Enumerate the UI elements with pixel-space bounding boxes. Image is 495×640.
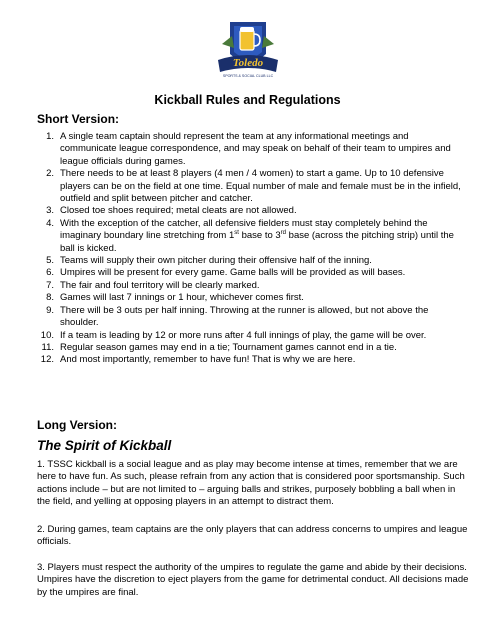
- list-item-text: Closed toe shoes required; metal cleats are not allowed.: [60, 205, 297, 217]
- paragraph: 2. During games, team captains are the only players that can address concerns to umpires and league officials.: [37, 524, 468, 548]
- list-item-number: 3.: [46, 205, 54, 217]
- short-rules-list: [37, 131, 467, 367]
- list-item-text: And most importantly, remember to have fun! That is why we are here.: [60, 354, 356, 366]
- document-title: Kickball Rules and Regulations: [154, 93, 341, 107]
- list-item-number: 6.: [46, 267, 54, 279]
- list-item: [37, 218, 467, 255]
- list-item: [37, 131, 467, 168]
- list-item-text: A single team captain should represent the team at any informational meetings and communicate league correspondence, and may speak on behalf of their team to umpires and league officials during games.: [60, 131, 451, 167]
- short-version-heading: Short Version:: [37, 112, 120, 126]
- list-item-text-c: base (across the pitching strip) until the ball is kicked.: [60, 230, 454, 254]
- list-item: [37, 280, 467, 292]
- list-item-text-b: base to 3: [238, 230, 281, 242]
- paragraph: 1. TSSC kickball is a social league and as play may become intense at times, remember that we are here to have fun. As such, please refrain from any action that is considered poor sportsmanship. Such actions include – but are not limited to – arguing balls and strikes, purposely bobbling a ball when in the field, and yelling at opposing players in an attempt to distract them.: [37, 459, 465, 508]
- list-item-text: Teams will supply their own pitcher during their offensive half of the inning.: [60, 255, 372, 267]
- list-item: [37, 255, 467, 267]
- list-item-number: 8.: [46, 292, 54, 304]
- list-item: [37, 305, 467, 330]
- paragraph: 3. Players must respect the authority of the umpires to regulate the game and abide by their decisions. Umpires have the discretion to eject players from the game for detrimental conduct. All decisions made by the umpires are final.: [37, 562, 469, 598]
- superscript-st: st: [234, 230, 239, 237]
- list-item-text: There needs to be at least 8 players (4 men / 4 women) to start a game. Up to 10 defensive players can be on the field at one time. Equal number of male and female must be in the infield, outfield and split between pitcher and catcher.: [60, 168, 461, 205]
- list-item-number: 1.: [46, 131, 54, 142]
- list-item: [37, 354, 467, 366]
- list-item-text: Regular season games may end in a tie; Tournament games cannot end in a tie.: [60, 341, 397, 353]
- logo-wordmark: Toledo: [232, 57, 264, 69]
- list-item-number: 7.: [46, 279, 54, 291]
- list-item: [37, 342, 467, 354]
- list-item: [37, 205, 467, 217]
- list-item-text: The fair and foul territory will be clearly marked.: [60, 279, 260, 291]
- list-item-text-a: With the exception of the catcher, all defensive fielders must stay completely behind the imaginary boundary line stretching from 1: [60, 217, 428, 242]
- list-item-number: 11.: [41, 341, 54, 353]
- list-item-number: 10.: [40, 329, 54, 341]
- logo-tagline: SPORTS & SOCIAL CLUB LLC: [222, 74, 274, 78]
- list-item-number: 9.: [46, 304, 54, 316]
- long-version-heading: Long Version:: [37, 418, 118, 432]
- spirit-of-kickball-heading: The Spirit of Kickball: [37, 438, 172, 453]
- list-item-text: Games will last 7 innings or 1 hour, whichever comes first.: [60, 292, 304, 304]
- list-item: [37, 292, 467, 304]
- list-item-text: If a team is leading by 12 or more runs after 4 full innings of play, the game will be over.: [60, 329, 427, 341]
- list-item-number: 5.: [46, 255, 54, 267]
- superscript-rd: rd: [280, 230, 287, 237]
- list-item: [37, 330, 467, 342]
- list-item-number: 2.: [46, 168, 54, 180]
- list-item: [37, 168, 467, 205]
- club-logo: [210, 14, 286, 84]
- list-item-number: 12.: [40, 354, 54, 366]
- list-item-text: There will be 3 outs per half inning. Throwing at the runner is allowed, but not above the shoulder.: [60, 304, 429, 329]
- list-item: [37, 267, 467, 279]
- list-item-text: Umpires will be present for every game. Game balls will be provided as will bases.: [60, 267, 406, 279]
- list-item-number: 4.: [46, 217, 54, 229]
